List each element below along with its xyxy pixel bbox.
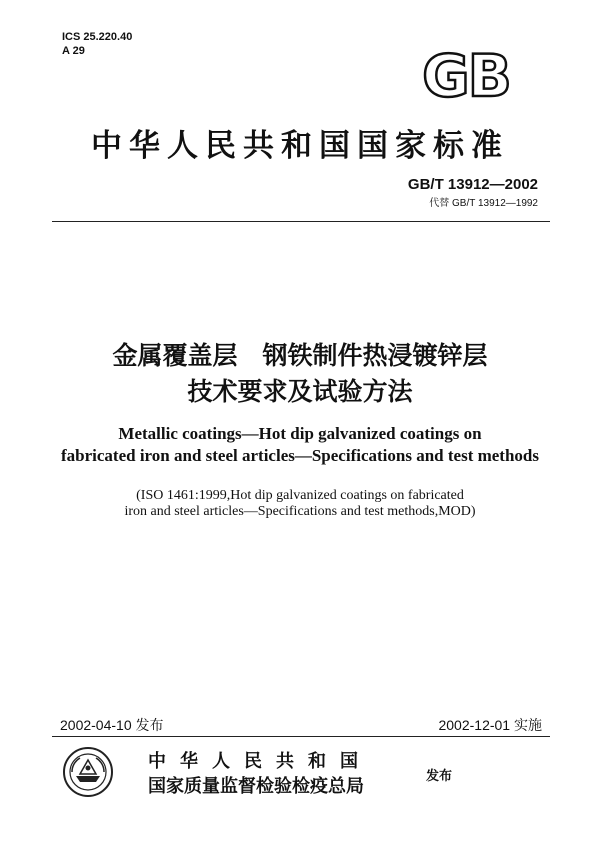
classification-codes [62,30,132,58]
en-title-line-2: fabricated iron and steel articles—Specifications and test methods [60,446,539,465]
footer-divider [52,736,550,737]
iso-reference-line-1: (ISO 1461:1999,Hot dip galvanized coatings on fabricated [136,488,464,503]
ccs-code: A 29 [62,45,85,57]
gb-logo-text: GB [422,44,510,104]
issuer-line-1: 中华人民共和国 [148,751,372,772]
standard-number-block [408,176,538,209]
ics-code: ICS 25.220.40 [62,31,133,43]
standard-title: 中华人民共和国国家标准 [91,128,509,164]
replaces-note: 代替 GB/T 13912—1992 [429,198,538,209]
cn-title-line-1: 金属覆盖层 钢铁制件热浸镀锌层 [112,341,488,370]
gb-logo-icon [412,44,520,104]
header-divider [52,221,550,222]
issue-date: 2002-04-10 发布 [60,717,164,733]
en-title-line-1: Metallic coatings—Hot dip galvanized coatings on [118,424,482,443]
standard-number: GB/T 13912—2002 [407,176,538,193]
cn-title-line-2: 技术要求及试验方法 [187,377,413,406]
issuer-line-2: 国家质量监督检验检疫总局 [148,776,364,797]
effective-date: 2002-12-01 实施 [438,717,542,733]
iso-reference-line-2: iron and steel articles—Specifications and test methods,MOD) [124,504,476,519]
aqsiq-seal-icon [62,746,114,798]
publish-label: 发布 [426,769,453,784]
